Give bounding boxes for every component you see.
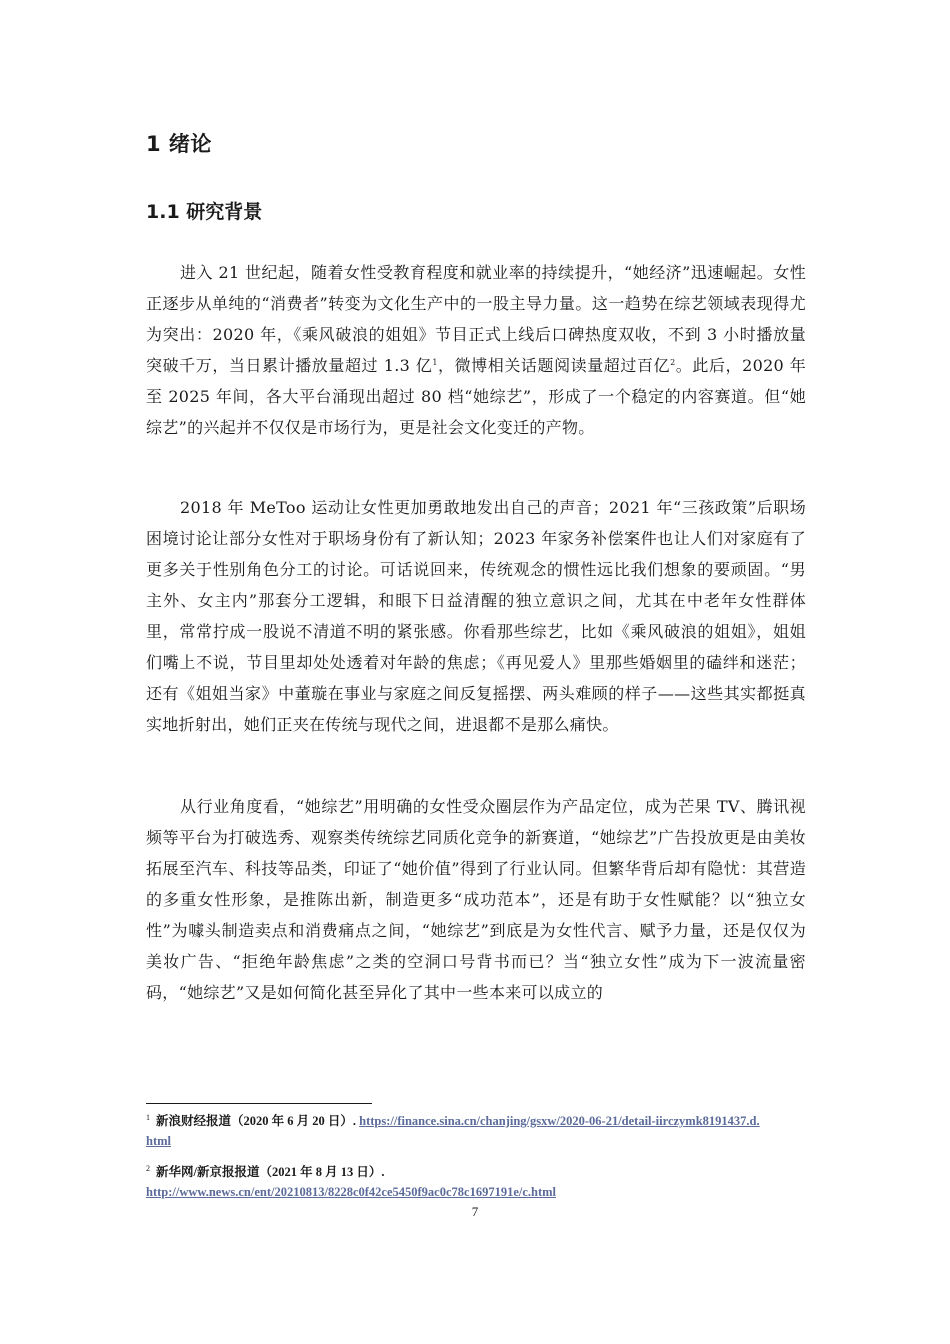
- page-number: 7: [471, 1204, 479, 1219]
- footnote-2-text: 新华网/新京报报道（2021 年 8 月 13 日）.: [156, 1165, 385, 1179]
- section-heading: 1.1 研究背景: [146, 201, 263, 223]
- footnote-2: [146, 1162, 766, 1202]
- footnote-1: [146, 1111, 766, 1151]
- footnote-ref-2[interactable]: 2: [670, 358, 676, 367]
- footnote-1-text: 新浪财经报道（2020 年 6 月 20 日）.: [156, 1114, 360, 1128]
- chapter-heading: 1 绪论: [146, 132, 212, 156]
- footnote-divider: [146, 1103, 372, 1104]
- footnote-1-mark: 1: [146, 1113, 150, 1122]
- paragraph-2: 2018 年 MeToo 运动让女性更加勇敢地发出自己的声音；2021 年“三孩政策”后职场困境讨论让部分女性对于职场身份有了新认知；2023 年家务补偿案件也让人们对家庭有了更多关于性别角色分工的讨论。可话说回来，传统观念的惯性远比我们想象的要顽固。“男主外、女主内”那套分工逻辑，和眼下日益清醒的独立意识之间，尤其在中老年女性群体里，常常拧成一股说不清道不明的紧张感。你看那些综艺，比如《乘风破浪的姐姐》，姐姐们嘴上不说，节目里却处处透着对年龄的焦虑；《再见爱人》里那些婚姻里的磕绊和迷茫；还有《姐姐当家》中董璇在事业与家庭之间反复摇摆、两头难顾的样子——这些其实都挺真实地折射出，她们正夹在传统与现代之间，进退都不是那么痛快。: [146, 498, 806, 734]
- footnote-ref-1[interactable]: 1: [432, 358, 438, 367]
- paragraph-1-part-b: ，微博相关话题阅读量超过百亿: [437, 356, 671, 375]
- paragraph-3: 从行业角度看，“她综艺”用明确的女性受众圈层作为产品定位，成为芒果 TV、腾讯视频等平台为打破选秀、观察类传统综艺同质化竞争的新赛道，“她综艺”广告投放更是由美妆拓展至汽车、科技等品类，印证了“她价值”得到了行业认同。但繁华背后却有隐忧：其营造的多重女性形象，是推陈出新，制造更多“成功范本”，还是有助于女性赋能？以“独立女性”为噱头制造卖点和消费痛点之间，“她综艺”到底是为女性代言、赋予力量，还是仅仅为美妆广告、“拒绝年龄焦虑”之类的空洞口号背书而已？当“独立女性”成为下一波流量密码，“她综艺”又是如何简化甚至异化了其中一些本来可以成立的: [146, 797, 806, 1002]
- footnote-2-mark: 2: [146, 1164, 150, 1173]
- footnote-2-link[interactable]: http://www.news.cn/ent/20210813/8228c0f42ce5450f9ac0c78c1697191e/c.html: [146, 1185, 557, 1199]
- paragraph-1-part-a: 进入 21 世纪起，随着女性受教育程度和就业率的持续提升，“她经济”迅速崛起。女性正逐步从单纯的“消费者”转变为文化生产中的一股主导力量。这一趋势在综艺领域表现得尤为突出：2020 年，《乘风破浪的姐姐》节目正式上线后口碑热度双收，不到 3 小时播放量突破千万，当日累计播放量超过 1.3 亿: [146, 263, 806, 375]
- paragraph-1: [146, 257, 806, 443]
- footnote-1-link[interactable]: https://finance.sina.cn/chanjing/gsxw/2020-06-21/detail-iirczymk8191437.d.html: [146, 1114, 760, 1148]
- paragraph-1-part-c: 。此后，2020 年至 2025 年间，各大平台涌现出超过 80 档“她综艺”，形成了一个稳定的内容赛道。但“她综艺”的兴起并不仅仅是市场行为，更是社会文化变迁的产物。: [146, 356, 807, 437]
